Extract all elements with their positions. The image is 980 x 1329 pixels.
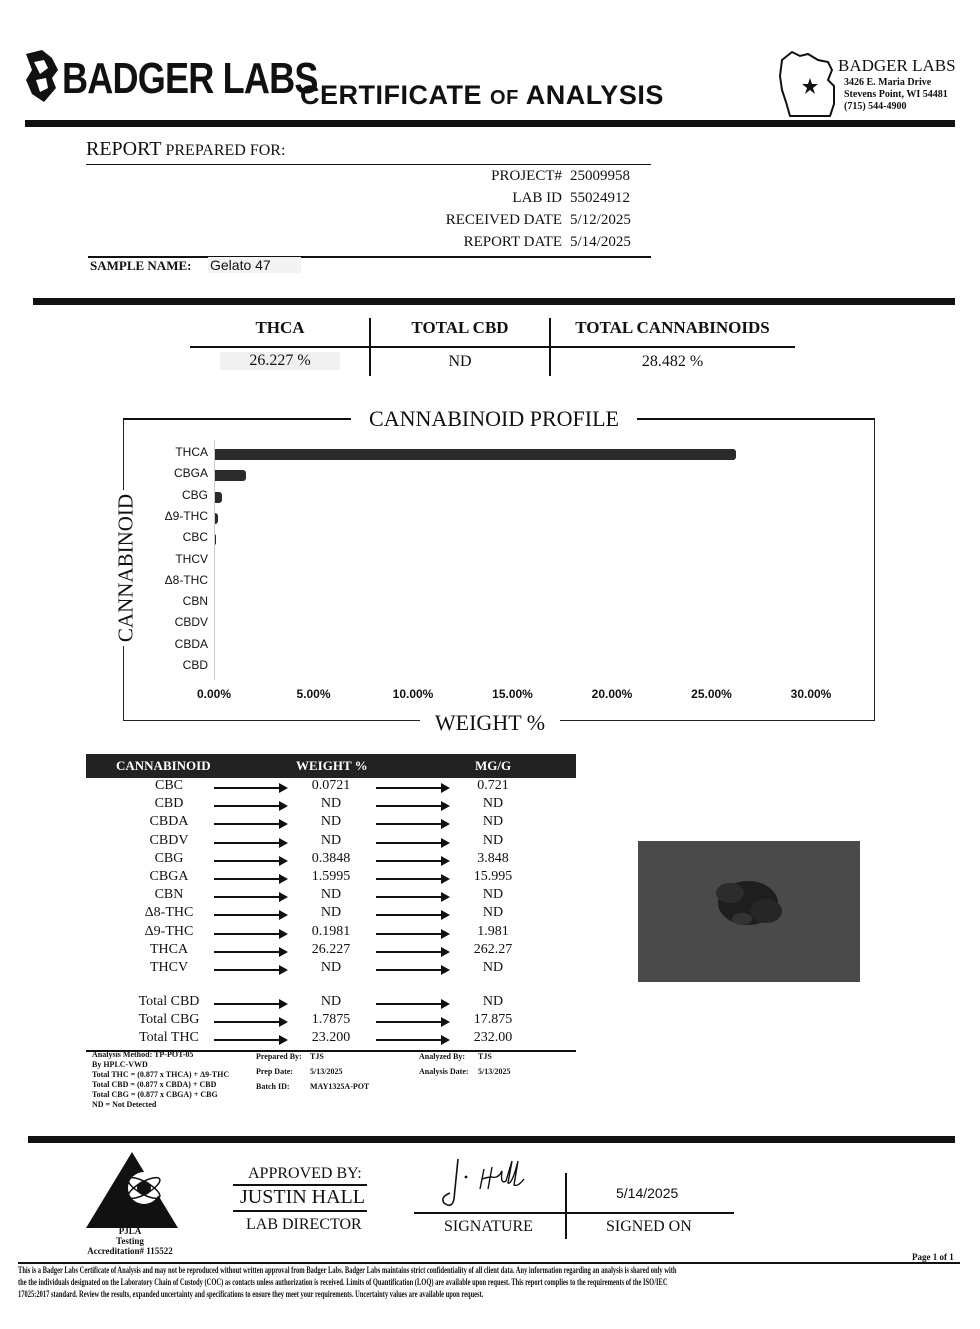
table-cell-mgg: 1.981 [477, 923, 509, 939]
arrow-icon [214, 823, 286, 825]
analysis-date-label: Analysis Date: [419, 1067, 469, 1076]
chart-x-tick-label: 15.00% [492, 687, 533, 701]
method-line: Total THC = (0.877 x THCA) + Δ9-THC [92, 1070, 230, 1079]
prepared-for-heading [86, 138, 285, 161]
footer-disclaimer [18, 1264, 962, 1300]
table-cell-mgg: ND [482, 887, 504, 903]
summary-label: TOTAL CANNABINOIDS [575, 318, 770, 337]
chart-title: CANNABINOID PROFILE [369, 406, 619, 431]
signed-on-date: 5/14/2025 [616, 1185, 679, 1201]
table-cell-cannabinoid: CBN [154, 887, 184, 903]
chart-y-tick-label: CBC [182, 530, 208, 545]
arrow-icon [214, 787, 286, 789]
chart-plot-area [140, 440, 860, 710]
chart-x-tick-label: 20.00% [591, 687, 633, 701]
arrow-icon [214, 896, 286, 898]
field-row [400, 234, 650, 256]
table-cell-cannabinoid: CBC [154, 778, 183, 793]
table-cell-weight: 26.227 [311, 941, 351, 957]
approval-divider [28, 1136, 955, 1143]
chart-bar [214, 470, 246, 481]
chart-x-tick-label: 10.00% [392, 687, 434, 701]
table-cell-mgg: ND [482, 814, 504, 830]
footer-line: This is a Badger Labs Certificate of Analysis and may not be reproduced without written approval from Badger Labs. Badger Labs maintains strict confidentiality of all client data. Any information regarding an analysis is shared only with [18, 1265, 677, 1275]
accreditation-line: Accreditation# 115522 [87, 1246, 173, 1256]
signature-label: SIGNATURE [444, 1218, 533, 1235]
arrow-icon [376, 1039, 448, 1041]
summary-underline [190, 346, 795, 348]
method-notes [92, 1050, 229, 1110]
sample-name-label: SAMPLE NAME: [90, 258, 192, 273]
prep-date: 5/13/2025 [310, 1067, 343, 1076]
table-cell-mgg: ND [482, 960, 504, 975]
signature-rule [414, 1212, 734, 1214]
batch-label: Batch ID: [256, 1082, 290, 1091]
wisconsin-map [778, 46, 840, 120]
field-label: RECEIVED DATE [445, 212, 562, 228]
pjla-triangle-icon [84, 1150, 180, 1230]
table-cell-mgg: 0.721 [477, 778, 509, 793]
report-fields [400, 168, 650, 256]
title-part2: ANALYSIS [525, 80, 664, 110]
arrow-icon [214, 933, 286, 935]
prepared-by-label: Prepared By: [256, 1052, 302, 1061]
method-line: Analysis Method: TP-POT-05 [92, 1050, 194, 1059]
page-number: Page 1 of 1 [912, 1252, 954, 1262]
approver-name: JUSTIN HALL [240, 1186, 365, 1208]
signed-on-label: SIGNED ON [606, 1218, 692, 1235]
table-cell-cannabinoid: CBDA [149, 814, 189, 830]
table-cell-mgg: ND [482, 994, 504, 1009]
table-cell-mgg: ND [482, 905, 504, 921]
table-cell-cannabinoid: CBGA [149, 869, 189, 884]
arrow-icon [376, 860, 448, 862]
field-row [400, 190, 650, 212]
arrow-icon [214, 842, 286, 844]
chart-bar [214, 492, 222, 503]
table-cell-cannabinoid: Total CBD [138, 994, 200, 1009]
table-cell-weight: 23.200 [311, 1030, 351, 1046]
chart-y-tick-label: THCV [175, 551, 208, 566]
summary-total-cbd [370, 318, 550, 338]
chart-y-tick-label: CBDV [174, 615, 208, 630]
chart-y-tick-label: CBD [182, 658, 208, 672]
table-cell-weight: ND [320, 960, 342, 975]
analyzed-by-label: Analyzed By: [419, 1052, 465, 1061]
table-cell-cannabinoid: Total THC [139, 1030, 199, 1046]
address-line2: Stevens Point, WI 54481 [844, 89, 948, 100]
summary-label: THCA [255, 318, 305, 337]
table-cell-weight: ND [320, 796, 342, 812]
table-cell-mgg: 15.995 [473, 869, 513, 884]
chart-y-tick-label: Δ9-THC [164, 508, 208, 523]
chart-x-tick-label: 0.00% [196, 687, 232, 701]
footer-line: 17025:2017 standard. Review the results, expanded uncertainty and specifications to ensure they meet your requirements. Uncertainty values are available upon request. [18, 1289, 484, 1299]
chart-x-tick-label: 30.00% [790, 687, 832, 701]
chart-y-title: CANNABINOID [114, 490, 139, 646]
table-cell-weight: ND [320, 814, 342, 830]
approver-title: LAB DIRECTOR [246, 1216, 362, 1233]
method-line: Total CBD = (0.877 x CBDA) + CBD [92, 1080, 217, 1089]
summary-value: 26.227 % [220, 352, 340, 370]
arrow-icon [376, 969, 448, 971]
arrow-icon [214, 1039, 286, 1041]
accreditation-logo [84, 1150, 180, 1230]
table-cell-mgg: 262.27 [473, 941, 513, 957]
title-part1: CERTIFICATE [300, 80, 482, 110]
accreditation-line: PJLA [118, 1226, 142, 1236]
table-body [86, 778, 576, 1058]
table-cell-mgg: 232.00 [473, 1030, 513, 1046]
chart-y-tick-label: CBN [182, 594, 208, 609]
table-cell-weight: ND [320, 832, 342, 848]
field-label: LAB ID [512, 190, 562, 206]
chart-x-tick-label: 5.00% [296, 687, 331, 701]
table-header-mgg: MG/G [475, 758, 512, 773]
prep-date-label: Prep Date: [256, 1067, 293, 1076]
title-of: OF [490, 87, 519, 109]
chart-y-tick-label: CBDA [174, 636, 208, 651]
table-cell-mgg: ND [482, 796, 504, 812]
signature-image [440, 1155, 550, 1211]
address-phone: (715) 544-4900 [844, 101, 907, 112]
table-cell-weight: 0.3848 [311, 850, 351, 866]
chart-y-tick-label: THCA [175, 445, 208, 459]
table-cell-weight: 1.5995 [311, 869, 351, 884]
chart-y-tick-label: CBG [181, 487, 208, 502]
accreditation-text [60, 1226, 200, 1256]
table-cell-mgg: 17.875 [473, 1012, 513, 1028]
arrow-icon [214, 805, 286, 807]
footer-line: the the individuals designated on the Laboratory Chain of Custody (COC) as contacts unless authorization is received. Limits of Quantification (LOQ) are available upon request. This report complies to the requirements of the ISO/IEC [18, 1277, 668, 1287]
arrow-icon [376, 878, 448, 880]
flower-bud-image [638, 841, 860, 982]
arrow-icon [214, 914, 286, 916]
chart-bar [214, 449, 736, 460]
table-cell-cannabinoid: Total CBG [138, 1012, 200, 1028]
method-line: ND = Not Detected [92, 1100, 157, 1109]
table-cell-cannabinoid: Δ8-THC [144, 905, 194, 921]
summary-value: ND [448, 353, 472, 370]
signature-divider [565, 1173, 567, 1239]
arrow-icon [214, 951, 286, 953]
sample-name: Gelato 47 [208, 257, 301, 273]
sample-photo [638, 841, 860, 982]
chart-y-axis-line [214, 440, 215, 680]
badger-logo [22, 48, 60, 104]
chart-x-tick-label: 25.00% [691, 687, 732, 701]
table-cell-weight: ND [320, 994, 342, 1009]
chart-x-title: WEIGHT % [420, 710, 560, 736]
batch-id: MAY1325A-POT [310, 1082, 370, 1091]
summary-thca [190, 318, 370, 338]
table-header-weight: WEIGHT % [296, 758, 368, 773]
chart-frame-top-left [123, 418, 351, 420]
arrow-icon [376, 1003, 448, 1005]
arrow-icon [376, 896, 448, 898]
prepared-for-big: REPORT [86, 138, 162, 160]
brand-name: BADGER LABS [62, 54, 318, 103]
table-cell-cannabinoid: THCA [149, 941, 189, 957]
arrow-icon [376, 823, 448, 825]
field-label: PROJECT# [491, 168, 562, 184]
approver-rule [233, 1210, 367, 1212]
address-line1: 3426 E. Maria Drive [844, 77, 932, 88]
arrow-icon [376, 842, 448, 844]
table-cell-cannabinoid: CBD [154, 796, 184, 812]
table-header-cannabinoid: CANNABINOID [116, 758, 211, 773]
table-cell-weight: ND [320, 887, 342, 903]
arrow-icon [214, 969, 286, 971]
method-line: Total CBG = (0.877 x CBGA) + CBG [92, 1090, 218, 1099]
summary-value: 28.482 % [641, 353, 704, 370]
table-cell-mgg: ND [482, 832, 504, 848]
section-divider [33, 298, 955, 305]
badger-head-icon [22, 48, 60, 104]
field-value: 5/14/2025 [570, 234, 631, 250]
field-value: 5/12/2025 [570, 212, 631, 228]
approved-by-label: APPROVED BY: [248, 1165, 362, 1182]
arrow-icon [376, 1021, 448, 1023]
method-line: By HPLC-VWD [92, 1060, 148, 1069]
field-row [400, 168, 650, 190]
header-divider [25, 120, 955, 127]
table-cell-mgg: 3.848 [477, 850, 509, 866]
arrow-icon [214, 1021, 286, 1023]
summary-label: TOTAL CBD [411, 318, 509, 337]
field-row [400, 212, 650, 234]
prepared-for-underline [86, 164, 651, 165]
arrow-icon [214, 1003, 286, 1005]
arrow-icon [376, 914, 448, 916]
star-icon [802, 78, 818, 94]
arrow-icon [376, 787, 448, 789]
address-name: BADGER LABS [838, 56, 956, 75]
table-cell-weight: 0.0721 [311, 778, 351, 793]
arrow-icon [214, 860, 286, 862]
arrow-icon [214, 878, 286, 880]
analysis-date: 5/13/2025 [478, 1067, 511, 1076]
table-cell-cannabinoid: Δ9-THC [144, 923, 194, 939]
field-value: 25009958 [570, 168, 630, 184]
prepared-for-small: PREPARED FOR: [165, 142, 286, 159]
analyzed-by: TJS [478, 1052, 492, 1061]
accreditation-line: Testing [116, 1236, 144, 1246]
table-cell-cannabinoid: CBG [154, 850, 184, 866]
table-cell-weight: ND [320, 905, 342, 921]
table-cell-weight: 0.1981 [311, 923, 351, 939]
document-title [300, 80, 664, 111]
chart-y-tick-label: Δ8-THC [164, 572, 208, 587]
arrow-icon [376, 933, 448, 935]
summary-total-cannabinoids [550, 318, 795, 338]
handwritten-signature [440, 1155, 550, 1211]
field-value: 55024912 [570, 190, 630, 206]
prepared-by: TJS [310, 1052, 324, 1061]
field-label: REPORT DATE [463, 234, 562, 250]
table-cell-cannabinoid: CBDV [149, 832, 189, 848]
arrow-icon [376, 805, 448, 807]
chart-frame-top-right [637, 418, 874, 420]
table-cell-cannabinoid: THCV [149, 960, 189, 975]
chart-y-tick-label: CBGA [173, 466, 208, 481]
table-cell-weight: 1.7875 [311, 1012, 351, 1028]
arrow-icon [376, 951, 448, 953]
